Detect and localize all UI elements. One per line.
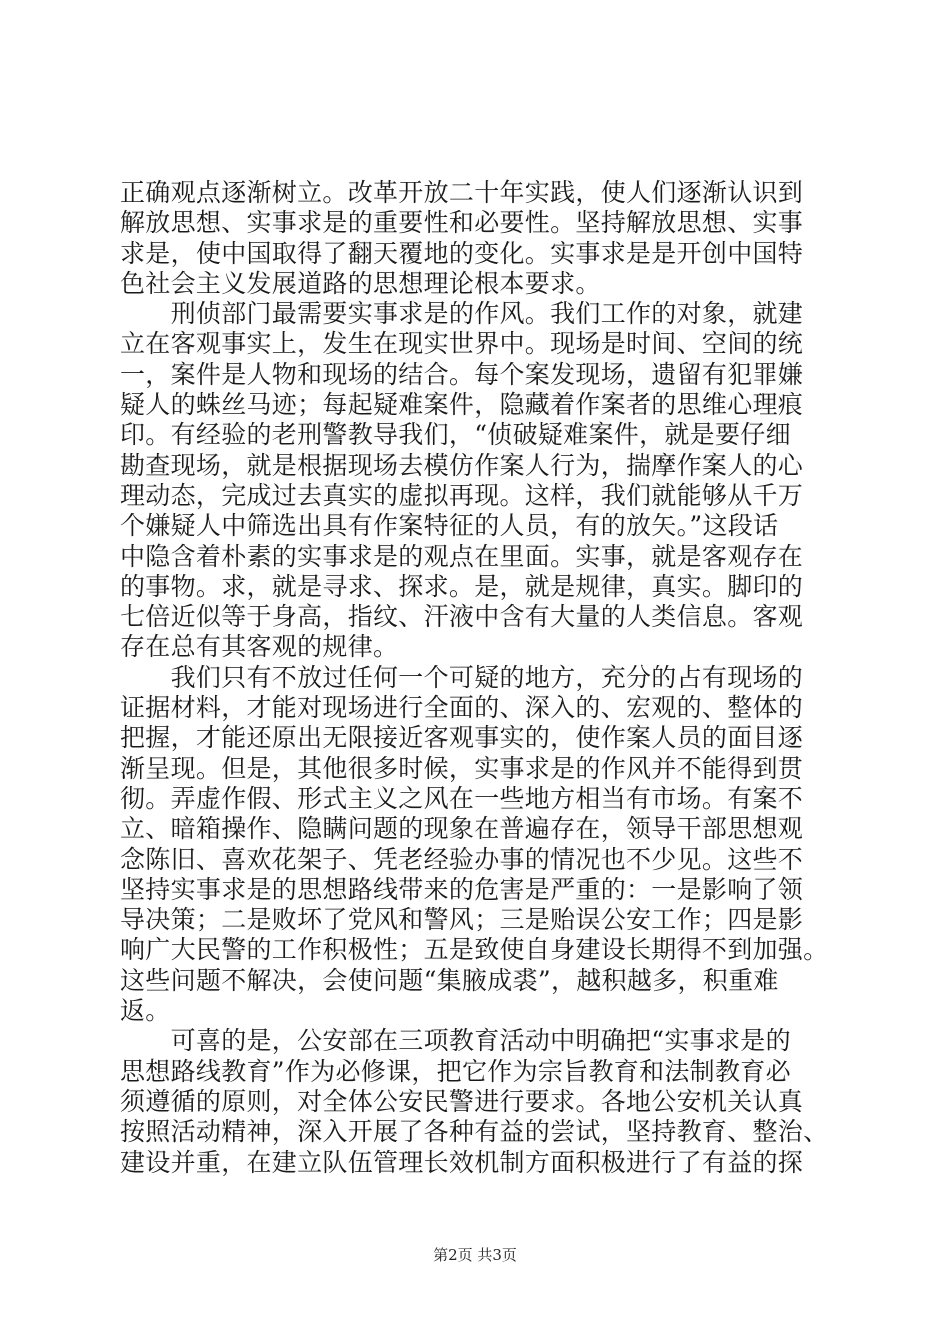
text-line: 建设并重，在建立队伍管理长效机制方面积极进行了有益的探 bbox=[120, 1147, 804, 1177]
text-line: 把握，才能还原出无限接近客观事实的，使作案人员的面目逐 bbox=[120, 723, 804, 753]
text-line: 我们只有不放过任何一个可疑的地方，充分的占有现场的 bbox=[120, 662, 804, 692]
text-line: 七倍近似等于身高，指纹、汗液中含有大量的人类信息。客观 bbox=[120, 602, 804, 632]
text-line: 坚持实事求是的思想路线带来的危害是严重的：一是影响了领 bbox=[120, 874, 804, 904]
page-number: 第2页 共3页 bbox=[433, 1246, 517, 1264]
text-line: 刑侦部门最需要实事求是的作风。我们工作的对象，就建 bbox=[120, 299, 804, 329]
text-line: 可喜的是，公安部在三项教育活动中明确把“实事求是的 bbox=[120, 1026, 791, 1056]
text-line: 思想路线教育”作为必修课，把它作为宗旨教育和法制教育必 bbox=[120, 1056, 791, 1086]
text-line: 疑人的蛛丝马迹；每起疑难案件，隐藏着作案者的思维心理痕 bbox=[120, 390, 804, 420]
text-line: 立在客观事实上，发生在现实世界中。现场是时间、空间的统 bbox=[120, 329, 804, 359]
text-line: 正确观点逐渐树立。改革开放二十年实践，使人们逐渐认识到 bbox=[120, 178, 804, 207]
body-text bbox=[120, 178, 840, 1178]
text-line: 立、暗箱操作、隐瞒问题的现象在普遍存在，领导干部思想观 bbox=[120, 814, 804, 844]
text-line: 渐呈现。但是，其他很多时候，实事求是的作风并不能得到贯 bbox=[120, 753, 804, 783]
text-line: 响广大民警的工作积极性；五是致使自身建设长期得不到加强。 bbox=[120, 935, 829, 965]
text-line: 这些问题不解决，会使问题“集腋成裘”，越积越多，积重难 bbox=[120, 965, 779, 995]
text-line: 个嫌疑人中筛选出具有作案特征的人员，有的放矢。”这段话 bbox=[120, 511, 779, 541]
text-line: 的事物。求，就是寻求、探求。是，就是规律，真实。脚印的 bbox=[120, 571, 804, 601]
text-line: 一，案件是人物和现场的结合。每个案发现场，遗留有犯罪嫌 bbox=[120, 359, 804, 389]
text-line: 中隐含着朴素的实事求是的观点在里面。实事，就是客观存在 bbox=[120, 541, 804, 571]
text-line: 存在总有其客观的规律。 bbox=[120, 632, 399, 662]
text-line: 须遵循的原则，对全体公安民警进行要求。各地公安机关认真 bbox=[120, 1086, 804, 1116]
text-line: 色社会主义发展道路的思想理论根本要求。 bbox=[120, 268, 601, 298]
text-line: 理动态，完成过去真实的虚拟再现。这样，我们就能够从千万 bbox=[120, 480, 804, 510]
text-line: 解放思想、实事求是的重要性和必要性。坚持解放思想、实事 bbox=[120, 208, 804, 238]
text-line: 求是，使中国取得了翻天覆地的变化。实事求是是开创中国特 bbox=[120, 238, 804, 268]
text-line: 念陈旧、喜欢花架子、凭老经验办事的情况也不少见。这些不 bbox=[120, 844, 804, 874]
text-line: 证据材料，才能对现场进行全面的、深入的、宏观的、整体的 bbox=[120, 693, 804, 723]
text-line: 印。有经验的老刑警教导我们，“侦破疑难案件，就是要仔细 bbox=[120, 420, 791, 450]
text-line: 勘查现场，就是根据现场去模仿作案人行为，揣摩作案人的心 bbox=[120, 450, 804, 480]
text-line: 返。 bbox=[120, 996, 171, 1026]
text-line: 导决策；二是败坏了党风和警风；三是贻误公安工作；四是影 bbox=[120, 905, 804, 935]
text-line: 彻。弄虚作假、形式主义之风在一些地方相当有市场。有案不 bbox=[120, 783, 804, 813]
text-line: 按照活动精神，深入开展了各种有益的尝试，坚持教育、整治、 bbox=[120, 1117, 829, 1147]
